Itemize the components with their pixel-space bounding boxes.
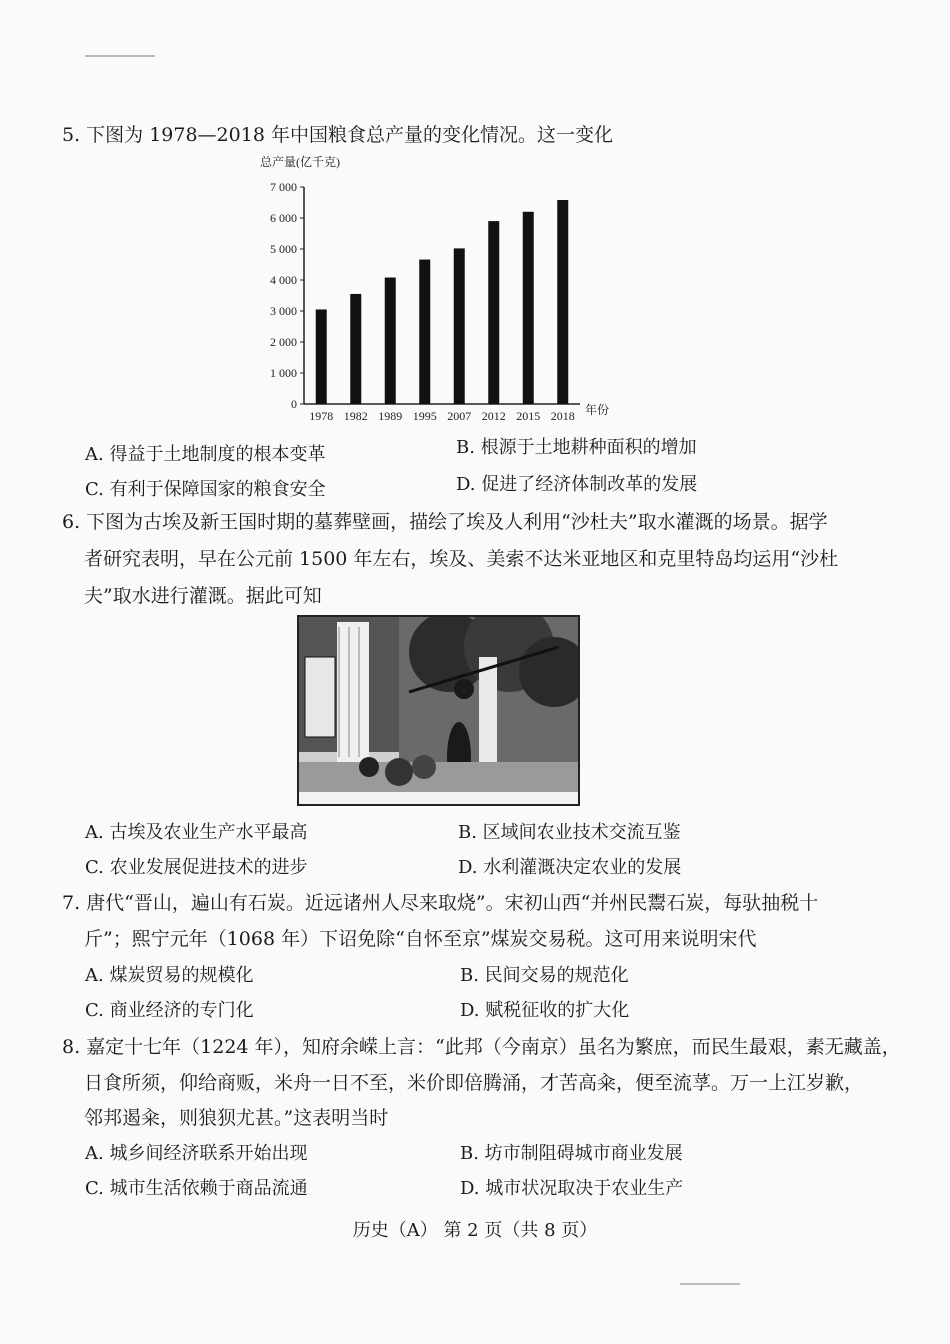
chart-y-label: 总产量(亿千克) — [260, 155, 340, 169]
q5-option-b[interactable]: B. 根源于土地耕种面积的增加 — [456, 437, 697, 458]
egyptian-shaduf-mural-image — [297, 615, 580, 806]
bar-1982 — [350, 294, 361, 404]
scan-mark-bottom — [680, 1283, 740, 1285]
y-tick-label: 6 000 — [270, 211, 297, 225]
bar-2015 — [523, 212, 534, 404]
q5-option-d[interactable]: D. 促进了经济体制改革的发展 — [456, 474, 698, 495]
q7-option-d[interactable]: D. 赋税征收的扩大化 — [460, 1000, 630, 1021]
page-footer: 历史（A） 第 2 页（共 8 页） — [352, 1220, 598, 1241]
bar-1995 — [419, 260, 430, 404]
y-tick-label: 4 000 — [270, 273, 297, 287]
q6-stem-line-3: 夫”取水进行灌溉。据此可知 — [84, 585, 322, 607]
q7-option-b[interactable]: B. 民间交易的规范化 — [460, 965, 629, 986]
grain-output-bar-chart — [240, 150, 620, 430]
x-tick-label: 2015 — [516, 409, 541, 423]
q8-stem-line-2: 日食所须，仰给商贩，米舟一日不至，米价即倍腾涌，才苦高籴，便至流莩。万一上江岁歉， — [84, 1072, 864, 1094]
chart-x-label: 年份 — [585, 403, 610, 417]
y-tick-label: 3 000 — [270, 304, 297, 318]
y-tick-label: 7 000 — [270, 180, 297, 194]
x-tick-label: 1982 — [343, 409, 368, 423]
q5-option-a[interactable]: A. 得益于土地制度的根本变革 — [85, 444, 326, 465]
q6-option-b[interactable]: B. 区域间农业技术交流互鉴 — [458, 822, 681, 843]
q8-stem-line-1: 8. 嘉定十七年（1224 年），知府余嵘上言：“此邦（今南京）虽名为繁庶，而民生最艰，素无藏盖， — [62, 1036, 901, 1058]
bar-2012 — [488, 221, 499, 404]
q6-stem-line-1: 6. 下图为古埃及新王国时期的墓葬壁画，描绘了埃及人利用“沙杜夫”取水灌溉的场景。据学 — [62, 511, 828, 533]
y-tick-label: 2 000 — [270, 335, 297, 349]
q8-option-a[interactable]: A. 城乡间经济联系开始出现 — [85, 1143, 308, 1164]
bar-2007 — [454, 248, 465, 404]
q6-option-c[interactable]: C. 农业发展促进技术的进步 — [85, 857, 308, 878]
q6-option-d[interactable]: D. 水利灌溉决定农业的发展 — [458, 857, 682, 878]
scan-mark-top — [85, 55, 155, 57]
y-tick-label: 0 — [291, 397, 297, 411]
bar-1989 — [385, 278, 396, 404]
q7-stem-line-1: 7. 唐代“晋山，遍山有石炭。近远诸州人尽来取烧”。宋初山西“并州民鬻石炭，每驮抽税十 — [62, 892, 819, 914]
q8-option-b[interactable]: B. 坊市制阻碍城市商业发展 — [460, 1143, 683, 1164]
x-tick-label: 2007 — [447, 409, 472, 423]
y-tick-label: 5 000 — [270, 242, 297, 256]
q7-option-a[interactable]: A. 煤炭贸易的规模化 — [85, 965, 254, 986]
q8-option-c[interactable]: C. 城市生活依赖于商品流通 — [85, 1178, 308, 1199]
q8-stem-line-3: 邻邦遏籴，则狼狈尤甚。”这表明当时 — [84, 1107, 389, 1129]
q5-option-c[interactable]: C. 有利于保障国家的粮食安全 — [85, 479, 326, 500]
x-tick-label: 2012 — [481, 409, 506, 423]
q8-option-d[interactable]: D. 城市状况取决于农业生产 — [460, 1178, 684, 1199]
x-tick-label: 1989 — [378, 409, 403, 423]
q7-stem-line-2: 斤”；熙宁元年（1068 年）下诏免除“自怀至京”煤炭交易税。这可用来说明宋代 — [84, 928, 757, 950]
q6-option-a[interactable]: A. 古埃及农业生产水平最高 — [85, 822, 308, 843]
q5-stem: 5. 下图为 1978—2018 年中国粮食总产量的变化情况。这一变化 — [62, 124, 613, 146]
y-tick-label: 1 000 — [270, 366, 297, 380]
x-tick-label: 1978 — [309, 409, 334, 423]
x-tick-label: 1995 — [412, 409, 437, 423]
bar-2018 — [557, 200, 568, 404]
x-tick-label: 2018 — [550, 409, 575, 423]
q7-option-c[interactable]: C. 商业经济的专门化 — [85, 1000, 254, 1021]
bar-1978 — [316, 309, 327, 404]
q6-stem-line-2: 者研究表明，早在公元前 1500 年左右，埃及、美索不达米亚地区和克里特岛均运用“沙杜 — [84, 548, 839, 570]
